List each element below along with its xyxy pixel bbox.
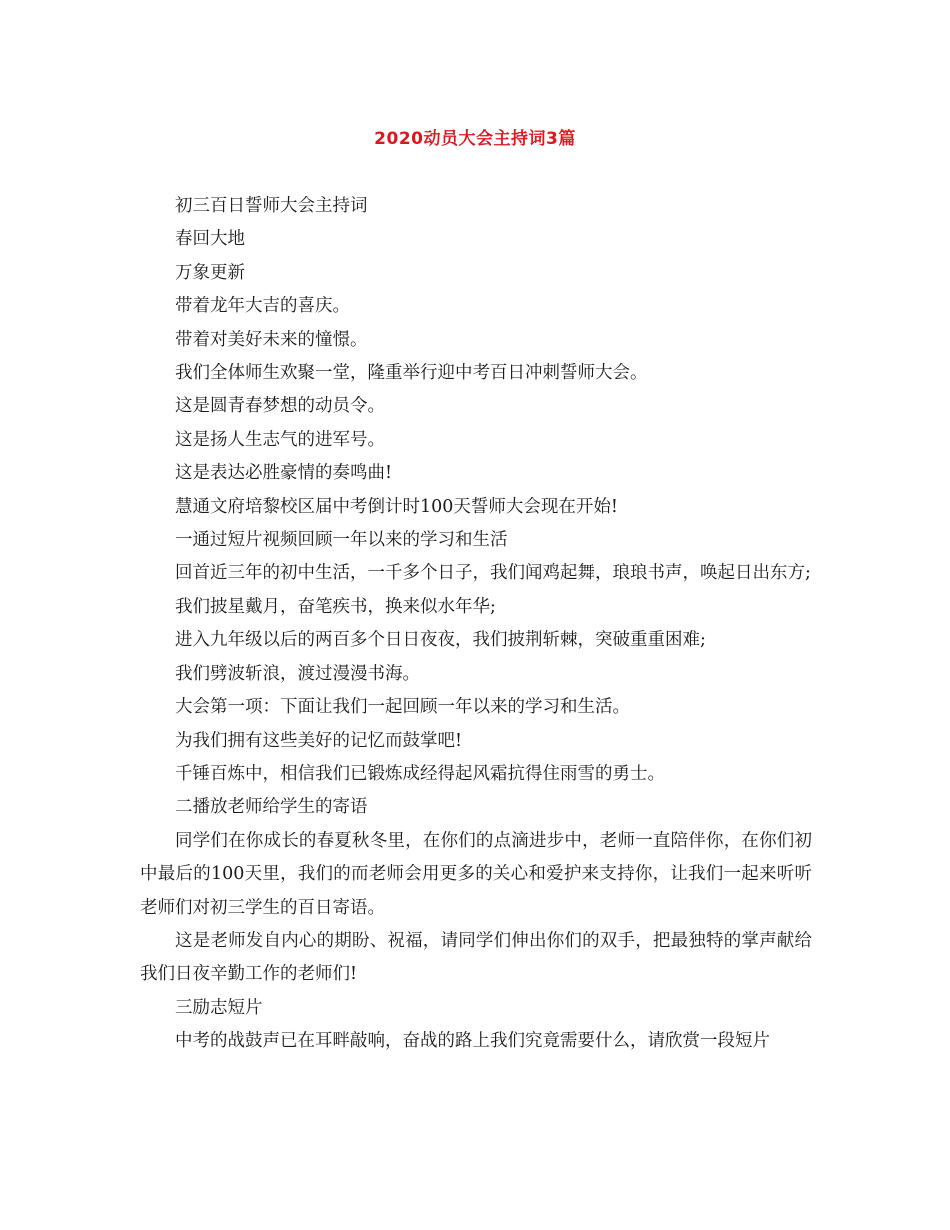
paragraph: 万象更新 xyxy=(175,262,245,283)
paragraph: 一通过短片视频回顾一年以来的学习和生活 xyxy=(175,530,508,551)
paragraph: 回首近三年的初中生活，一千多个日子，我们闻鸡起舞，琅琅书声，唤起日出东方; xyxy=(175,563,811,584)
paragraph: 为我们拥有这些美好的记忆而鼓掌吧! xyxy=(175,730,463,751)
paragraph: 进入九年级以后的两百多个日日夜夜，我们披荆斩棘，突破重重困难; xyxy=(175,630,706,651)
paragraph: 这是表达必胜豪情的奏鸣曲! xyxy=(175,463,393,484)
paragraph: 这是圆青春梦想的动员令。 xyxy=(175,396,385,417)
paragraph: 大会第一项：下面让我们一起回顾一年以来的学习和生活。 xyxy=(175,697,630,718)
document-title: 2020动员大会主持词3篇 xyxy=(374,129,576,149)
paragraph: 初三百日誓师大会主持词 xyxy=(175,196,368,216)
paragraph: 中考的战鼓声已在耳畔敲响，奋战的路上我们究竟需要什么，请欣赏一段短片 xyxy=(175,1031,770,1052)
paragraph: 这是扬人生志气的进军号。 xyxy=(175,429,385,450)
paragraph: 我们全体师生欢聚一堂，隆重举行迎中考百日冲刺誓师大会。 xyxy=(175,363,648,384)
paragraph: 带着龙年大吉的喜庆。 xyxy=(175,296,350,317)
paragraph: 千锤百炼中，相信我们已锻炼成经得起风霜抗得住雨雪的勇士。 xyxy=(175,763,665,784)
paragraph: 三励志短片 xyxy=(175,997,263,1018)
paragraph: 带着对美好未来的憧憬。 xyxy=(175,329,368,350)
paragraph: 我们劈波斩浪，渡过漫漫书海。 xyxy=(175,663,420,684)
paragraph: 二播放老师给学生的寄语 xyxy=(175,797,368,818)
paragraph: 我们披星戴月，奋笔疾书，换来似水年华; xyxy=(175,596,496,617)
paragraph: 春回大地 xyxy=(175,229,245,250)
paragraph: 同学们在你成长的春夏秋冬里，在你们的点滴进步中，老师一直陪伴你，在你们初中最后的100天里，我们的而老师会用更多的关心和爱护来支持你，让我们一起来听听老师们对初三学生的百日寄语。 xyxy=(140,830,812,918)
document-body xyxy=(140,190,812,1059)
paragraph: 慧通文府培黎校区届中考倒计时100天誓师大会现在开始! xyxy=(175,496,618,517)
paragraph: 这是老师发自内心的期盼、祝福，请同学们伸出你们的双手，把最独特的掌声献给我们日夜辛勤工作的老师们! xyxy=(140,930,812,985)
